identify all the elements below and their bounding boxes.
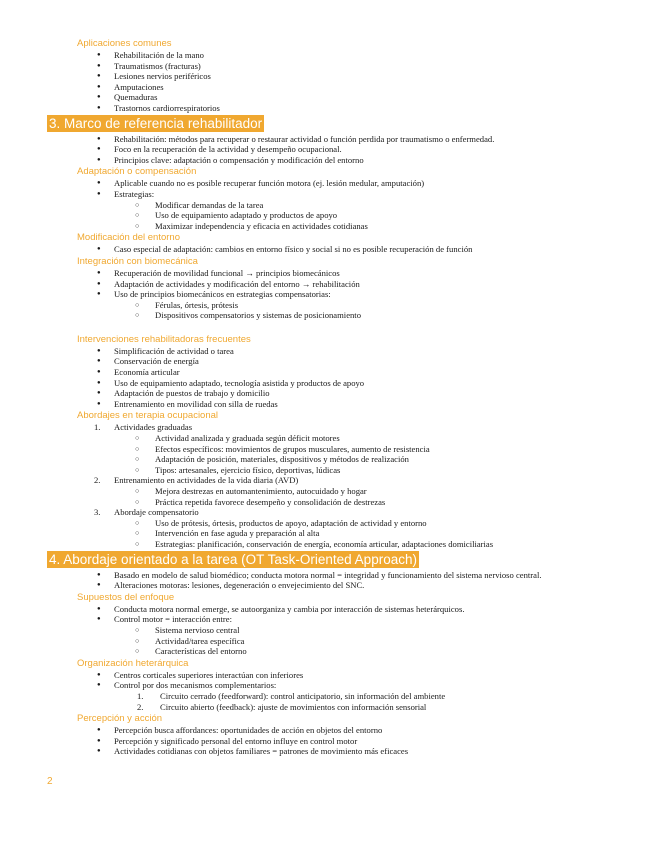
sublist-item: ○ Mejora destrezas en automantenimiento, autocuidado y hogar	[47, 486, 607, 497]
list-supuestos	[47, 604, 607, 657]
list-task-intro	[47, 570, 607, 591]
list-item: ● Entrenamiento en movilidad con silla de ruedas	[47, 399, 607, 410]
numbered-subitem	[47, 702, 607, 713]
subheading-percepcion: Percepción y acción	[77, 713, 163, 725]
sublist-item: ○ Adaptación de posición, materiales, dispositivos y métodos de realización	[47, 454, 607, 465]
list-item: ● Adaptación de actividades y modificación del entorno → rehabilitación	[47, 279, 607, 290]
item-text: Circuito cerrado (feedforward): control anticipatorio, sin información del ambiente	[160, 690, 446, 701]
subheading-organizacion: Organización heterárquica	[77, 657, 189, 669]
numbered-item	[47, 422, 607, 475]
page-number: 2	[47, 776, 53, 787]
list-item-label: Estrategias:	[114, 188, 155, 199]
sublist-item: ○ Dispositivos compensatorios y sistemas de posicionamiento	[47, 310, 607, 321]
list-item: ● Centros corticales superiores interactúan con inferiores	[47, 670, 607, 681]
sublist-estrategias	[114, 200, 607, 232]
list-item: ● Alteraciones motoras: lesiones, degeneración o envejecimiento del SNC.	[47, 580, 607, 591]
list-item	[47, 614, 607, 656]
numbered-item	[47, 507, 607, 549]
sublist-item: ○ Práctica repetida favorece desempeño y consolidación de destrezas	[47, 497, 607, 508]
item-number: 3.	[94, 507, 101, 518]
list-item	[47, 289, 607, 321]
list-item: ● Simplificación de actividad o tarea	[47, 346, 607, 357]
item-label: Entrenamiento en actividades de la vida diaria (AVD)	[114, 475, 299, 486]
item-number: 2.	[94, 475, 101, 486]
list-item: ● Adaptación de puestos de trabajo y domicilio	[47, 388, 607, 399]
list-item: ● Rehabilitación de la mano	[47, 50, 607, 61]
item-number: 1.	[137, 690, 144, 701]
sublist-item: ○ Uso de equipamiento adaptado y productos de apoyo	[47, 210, 607, 221]
sublist-item: ○ Intervención en fase aguda y preparación al alta	[47, 528, 607, 539]
sublist-item: ○ Sistema nervioso central	[47, 625, 607, 636]
list-item: ● Recuperación de movilidad funcional → principios biomecánicos	[47, 268, 607, 279]
sublist-item: ○ Características del entorno	[47, 646, 607, 657]
list-percepcion	[47, 725, 607, 757]
page-content	[47, 37, 607, 757]
sublist-item: ○ Actividad analizada y graduada según déficit motores	[47, 433, 607, 444]
subheading-aplicaciones: Aplicaciones comunes	[77, 38, 172, 49]
item-number: 1.	[94, 422, 101, 433]
sublist-item: ○ Modificar demandas de la tarea	[47, 200, 607, 211]
subheading-biomecanica: Integración con biomecánica	[77, 255, 198, 267]
list-item: ● Aplicable cuando no es posible recuperar función motora (ej. lesión medular, amputación)	[47, 178, 607, 189]
list-modificacion	[47, 244, 607, 255]
list-organizacion	[47, 670, 607, 712]
list-item: ● Lesiones nervios periféricos	[47, 71, 607, 82]
sublist-mecanismos	[114, 691, 607, 712]
sublist-item: ○ Actividad/tarea específica	[47, 636, 607, 647]
subheading-intervenciones: Intervenciones rehabilitadoras frecuentes	[77, 333, 251, 345]
list-item: ● Traumatismos (fracturas)	[47, 61, 607, 72]
item-label: Abordaje compensatorio	[114, 507, 199, 518]
item-number: 2.	[137, 701, 144, 712]
list-item: ● Actividades cotidianas con objetos familiares = patrones de movimiento más eficaces	[47, 746, 607, 757]
list-item	[47, 189, 607, 231]
item-text: Circuito abierto (feedback): ajuste de movimientos con información sensorial	[160, 701, 427, 712]
subheading-adaptacion: Adaptación o compensación	[77, 166, 197, 178]
subheading-abordajes: Abordajes en terapia ocupacional	[77, 410, 219, 422]
list-item-label: Control motor = interacción entre:	[114, 614, 232, 625]
list-item: ● Quemaduras	[47, 92, 607, 103]
spacer	[47, 321, 607, 333]
list-abordajes	[47, 422, 607, 549]
sublist-item: ○ Maximizar independencia y eficacia en actividades cotidianas	[47, 221, 607, 232]
list-item: ● Principios clave: adaptación o compensación y modificación del entorno	[47, 155, 607, 166]
list-item: ● Conducta motora normal emerge, se autoorganiza y cambia por interacción de sistemas heterárquicos.	[47, 604, 607, 615]
list-item: ● Uso de equipamiento adaptado, tecnología asistida y productos de apoyo	[47, 378, 607, 389]
list-item: ● Conservación de energía	[47, 356, 607, 367]
sublist-item: ○ Tipos: artesanales, ejercicio físico, deportivas, lúdicas	[47, 465, 607, 476]
list-item: ● Percepción busca affordances: oportunidades de acción en objetos del entorno	[47, 725, 607, 736]
subheading-supuestos: Supuestos del enfoque	[77, 591, 175, 603]
section-heading-4: 4. Abordaje orientado a la tarea (OT Task-Oriented Approach)	[49, 551, 417, 567]
sublist	[114, 486, 607, 507]
list-intervenciones	[47, 346, 607, 410]
sublist	[114, 433, 607, 475]
list-item: ● Percepción y significado personal del entorno influye en control motor	[47, 736, 607, 747]
list-item: ● Rehabilitación: métodos para recuperar o restaurar actividad o función perdida por traumatismo o enfermedad.	[47, 134, 607, 145]
list-item: ● Economía articular	[47, 367, 607, 378]
numbered-subitem	[47, 691, 607, 702]
list-item: ● Trastornos cardiorrespiratorios	[47, 103, 607, 114]
list-aplicaciones	[47, 50, 607, 114]
sublist	[114, 518, 607, 550]
sublist-item: ○ Uso de prótesis, órtesis, productos de apoyo, adaptación de actividad y entorno	[47, 518, 607, 529]
list-biomecanica	[47, 268, 607, 321]
list-item	[47, 680, 607, 712]
subheading-modificacion: Modificación del entorno	[77, 232, 180, 244]
list-item: ● Caso especial de adaptación: cambios en entorno físico y social si no es posible recuperación de función	[47, 244, 607, 255]
list-adaptacion	[47, 178, 607, 231]
sublist-item: ○ Férulas, órtesis, prótesis	[47, 300, 607, 311]
numbered-item	[47, 475, 607, 507]
list-rehab-intro	[47, 134, 607, 166]
list-item-label: Control por dos mecanismos complementarios:	[114, 680, 277, 691]
sublist-control-motor	[114, 625, 607, 657]
list-item-label: Uso de principios biomecánicos en estrategias compensatorias:	[114, 289, 331, 300]
list-item: ● Amputaciones	[47, 82, 607, 93]
list-item: ● Foco en la recuperación de la actividad y desempeño ocupacional.	[47, 144, 607, 155]
section-heading-3: 3. Marco de referencia rehabilitador	[49, 115, 263, 131]
sublist-compensatorias	[114, 300, 607, 321]
sublist-item: ○ Estrategias: planificación, conservación de energía, economía articular, adaptaciones domiciliarias	[47, 539, 607, 550]
sublist-item: ○ Efectos específicos: movimientos de grupos musculares, aumento de resistencia	[47, 444, 607, 455]
item-label: Actividades graduadas	[114, 422, 193, 433]
list-item: ● Basado en modelo de salud biomédico; conducta motora normal = integridad y funcionamiento del sistema nervioso central.	[47, 570, 594, 581]
